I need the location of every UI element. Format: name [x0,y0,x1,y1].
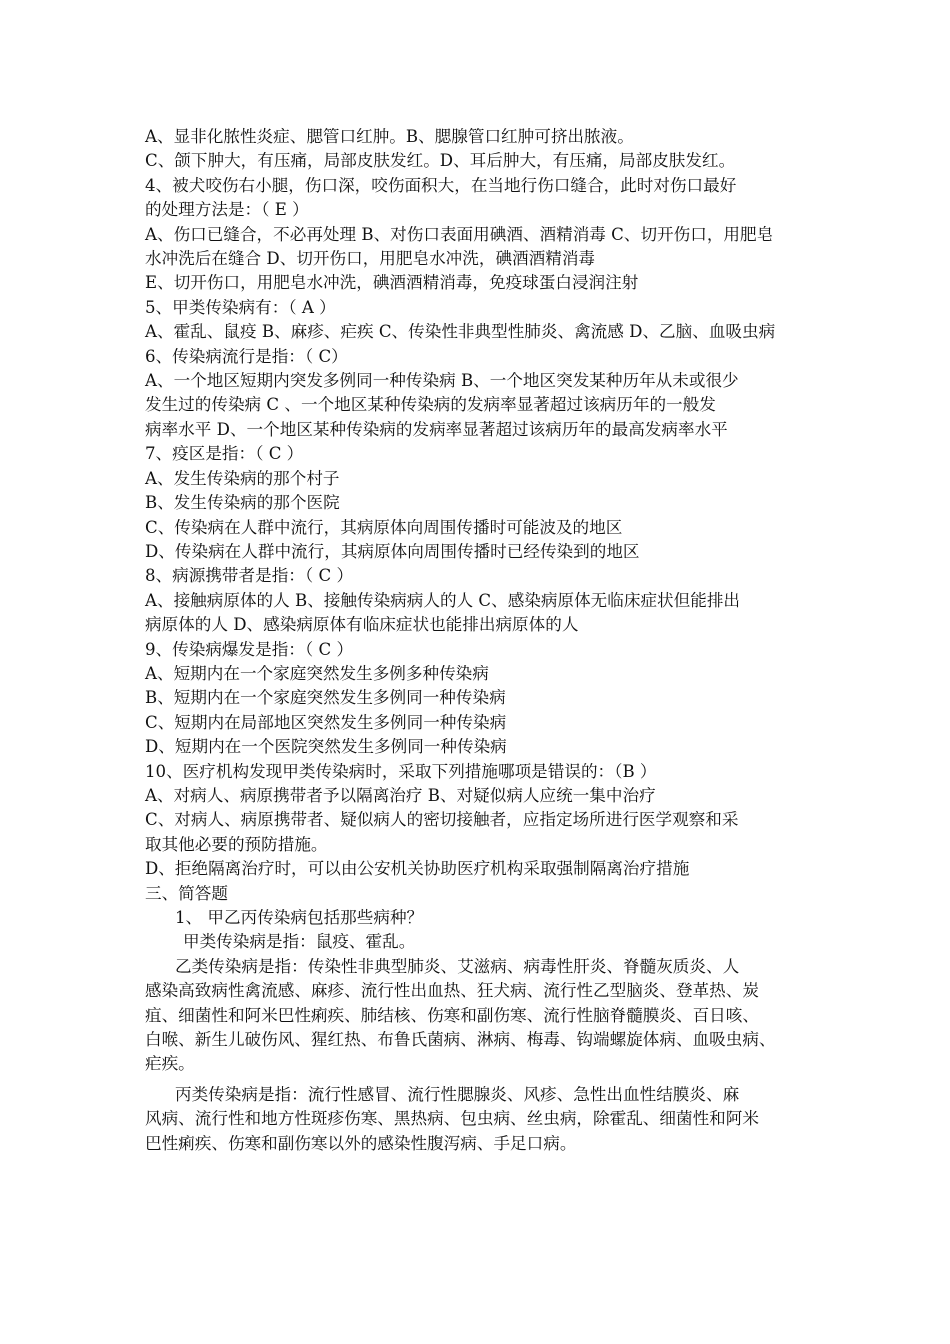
text-line: 疟疾。 [145,1054,195,1074]
question-6: 6、传染病流行是指：（ C） [145,346,348,366]
text-line: 病原体的人 D、感染病原体有临床症状也能排出病原体的人 [145,615,579,635]
document-page [145,125,815,1156]
text-line: 巴性痢疾、伤寒和副伤寒以外的感染性腹泻病、手足口病。 [145,1133,577,1153]
text-line: D、短期内在一个医院突然发生多例同一种传染病 [145,737,507,757]
text-line: C、传染病在人群中流行，其病原体向周围传播时可能波及的地区 [145,517,623,537]
text-line: 发生过的传染病 C 、一个地区某种传染病的发病率显著超过该病历年的一般发 [145,395,716,415]
text-line: C、短期内在局部地区突然发生多例同一种传染病 [145,712,507,732]
text-line: 风病、流行性和地方性斑疹伤寒、黑热病、包虫病、丝虫病，除霍乱、细菌性和阿米 [145,1109,759,1129]
text-line: 取其他必要的预防措施。 [145,834,328,854]
question-7: 7、疫区是指：（ C ） [145,444,304,464]
text-line: A、发生传染病的那个村子 [145,468,340,488]
text-line: A、对病人、病原携带者予以隔离治疗 B、对疑似病人应统一集中治疗 [145,785,656,805]
text-line: 感染高致病性禽流感、麻疹、流行性出血热、狂犬病、流行性乙型脑炎、登革热、炭 [145,981,759,1001]
text-line: C、对病人、病原携带者、疑似病人的密切接触者，应指定场所进行医学观察和采 [145,810,739,830]
class-b-answer: 乙类传染病是指：传染性非典型肺炎、艾滋病、病毒性肝炎、脊髓灰质炎、人 [175,956,740,976]
short-answer-question-1: 1、 甲乙丙传染病包括那些病种？ [175,908,424,927]
text-line: 白喉、新生儿破伤风、猩红热、布鲁氏菌病、淋病、梅毒、钩端螺旋体病、血吸虫病、 [145,1030,776,1050]
text-line: 病率水平 D、一个地区某种传染病的发病率显著超过该病历年的最高发病率水平 [145,419,728,439]
text-line: 水冲洗后在缝合 D、切开伤口，用肥皂水冲洗，碘酒酒精消毒 [145,249,596,269]
text-line: B、短期内在一个家庭突然发生多例同一种传染病 [145,688,506,708]
text-line: 的处理方法是：（ E ） [145,200,309,220]
text-line: A、伤口已缝合，不必再处理 B、对伤口表面用碘酒、酒精消毒 C、切开伤口，用肥皂 [145,224,774,244]
question-9: 9、传染病爆发是指：（ C ） [145,639,354,659]
text-line: A、接触病原体的人 B、接触传染病病人的人 C、感染病原体无临床症状但能排出 [145,590,741,610]
question-10: 10、医疗机构发现甲类传染病时，采取下列措施哪项是错误的：（B ） [145,761,657,781]
question-4: 4、被犬咬伤右小腿，伤口深，咬伤面积大，在当地行伤口缝合，此时对伤口最好 [145,175,737,195]
class-c-answer: 丙类传染病是指：流行性感冒、流行性腮腺炎、风疹、急性出血性结膜炎、麻 [175,1084,740,1104]
text-line: 疽、细菌性和阿米巴性痢疾、肺结核、伤寒和副伤寒、流行性脑脊髓膜炎、百日咳、 [145,1005,759,1025]
text-line: A、显非化脓性炎症、腮管口红肿。B、腮腺管口红肿可挤出脓液。 [145,127,634,146]
text-line: C、颌下肿大，有压痛，局部皮肤发红。D、耳后肿大，有压痛，局部皮肤发红。 [145,151,736,171]
text-line: B、发生传染病的那个医院 [145,493,340,513]
text-line: A、一个地区短期内突发多例同一种传染病 B、一个地区突发某种历年从未或很少 [145,371,739,391]
section-heading: 三、简答题 [145,883,228,903]
text-line: E、切开伤口，用肥皂水冲洗，碘酒酒精消毒，免疫球蛋白浸润注射 [145,273,639,293]
text-line: A、短期内在一个家庭突然发生多例多种传染病 [145,663,489,683]
class-a-answer: 甲类传染病是指：鼠疫、霍乱。 [183,932,416,952]
text-line: D、拒绝隔离治疗时，可以由公安机关协助医疗机构采取强制隔离治疗措施 [145,859,690,879]
question-5: 5、甲类传染病有：（ A ） [145,297,336,317]
question-8: 8、病源携带者是指：（ C ） [145,566,354,586]
text-line: A、霍乱、鼠疫 B、麻疹、疟疾 C、传染性非典型性肺炎、禽流感 D、乙脑、血吸虫病 [145,322,776,342]
text-line: D、传染病在人群中流行，其病原体向周围传播时已经传染到的地区 [145,541,640,561]
